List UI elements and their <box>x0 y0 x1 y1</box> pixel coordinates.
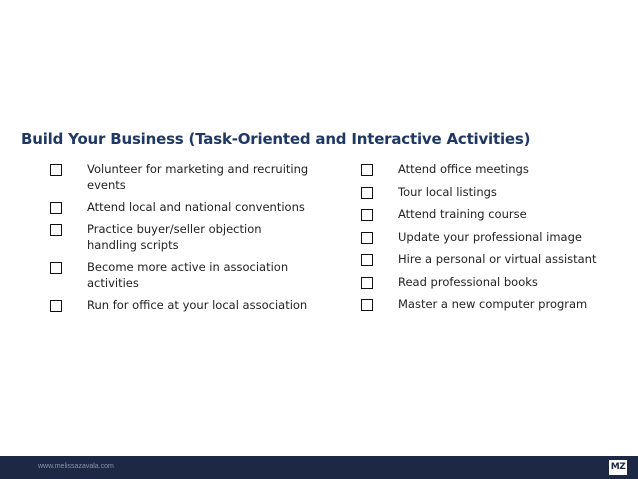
checkbox[interactable] <box>50 164 62 176</box>
mz-logo: MZ <box>609 460 627 475</box>
checklist-item <box>50 297 310 313</box>
checklist-item-label: Tour local listings <box>398 184 497 199</box>
checklist-item-label: Attend local and national conventions <box>87 200 305 214</box>
footer-bar <box>0 456 638 479</box>
slide-title: Build Your Business (Task-Oriented and Interactive Activities) <box>21 130 531 148</box>
checkbox[interactable] <box>50 224 62 236</box>
checklist-item <box>50 221 310 253</box>
checklist-item <box>361 184 621 200</box>
checkbox[interactable] <box>361 209 373 221</box>
checklist-item <box>361 251 621 267</box>
checklist-item-label: Volunteer for marketing and recruiting events <box>87 162 309 192</box>
checklist-item <box>361 229 621 245</box>
checklist-item-label: Run for office at your local association <box>87 298 308 312</box>
checklist-item <box>50 199 310 215</box>
checkbox[interactable] <box>50 300 62 312</box>
checklist-item-label: Update your professional image <box>398 229 582 244</box>
checklist-item <box>361 274 621 290</box>
checkbox[interactable] <box>361 164 373 176</box>
checklist-item-label: Attend office meetings <box>398 162 529 176</box>
checklist-item-label: Read professional books <box>398 274 538 289</box>
checklist-item-label: Become more active in association activities <box>87 260 289 290</box>
checklist-item-label: Master a new computer program <box>398 297 588 311</box>
checkbox[interactable] <box>361 232 373 244</box>
checklist-item-label: Hire a personal or virtual assistant <box>398 252 597 266</box>
checklist-item-label: Practice buyer/seller objection handling scripts <box>87 222 262 252</box>
checkbox[interactable] <box>50 262 62 274</box>
left-checklist <box>50 161 310 319</box>
footer-url-link[interactable]: www.melissazavala.com <box>38 463 114 470</box>
checkbox[interactable] <box>361 254 373 266</box>
checklist-item <box>50 161 310 193</box>
checkbox[interactable] <box>361 187 373 199</box>
right-checklist <box>361 161 621 319</box>
checklist-item <box>361 161 621 177</box>
checklist-item-label: Attend training course <box>398 207 527 221</box>
checkbox[interactable] <box>361 277 373 289</box>
checkbox[interactable] <box>50 202 62 214</box>
checklist-item <box>361 206 621 222</box>
checklist-item <box>361 296 621 312</box>
checklist-item <box>50 259 310 291</box>
checkbox[interactable] <box>361 299 373 311</box>
